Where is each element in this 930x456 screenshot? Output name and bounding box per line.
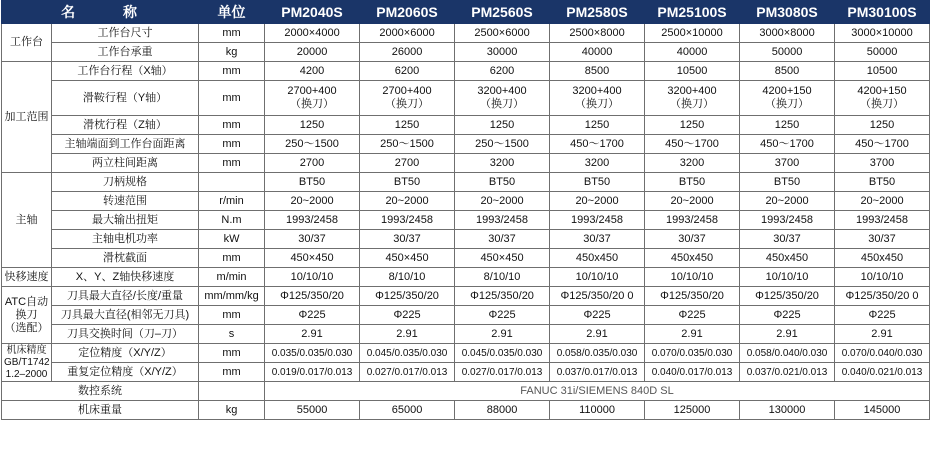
row-value: 50000 <box>835 43 930 62</box>
row-item: 定位精度（X/Y/Z） <box>52 344 199 363</box>
row-value: 26000 <box>360 43 455 62</box>
row-value: 0.070/0.035/0.030 <box>645 344 740 363</box>
row-value: 20~2000 <box>360 192 455 211</box>
row-item: 刀柄规格 <box>52 173 199 192</box>
row-value: 0.045/0.035/0.030 <box>360 344 455 363</box>
row-unit: mm <box>199 249 265 268</box>
row-value: 30/37 <box>835 230 930 249</box>
row-value: 2.91 <box>455 325 550 344</box>
row-value: 4200 <box>265 62 360 81</box>
row-value <box>550 81 645 116</box>
row-value: 0.027/0.017/0.013 <box>360 363 455 382</box>
row-unit: mm <box>199 154 265 173</box>
row-value: 2700 <box>265 154 360 173</box>
control-system-value: FANUC 31i/SIEMENS 840D SL <box>265 382 930 401</box>
group-line: GB/T1742 <box>4 356 50 368</box>
table-row <box>2 306 930 325</box>
value-sub: （换刀） <box>385 98 430 110</box>
row-value: 55000 <box>265 401 360 420</box>
value-sub: （换刀） <box>860 98 905 110</box>
group-label-accuracy <box>2 344 52 382</box>
row-value: BT50 <box>455 173 550 192</box>
row-value <box>645 81 740 116</box>
group-line: （选配） <box>4 321 49 334</box>
spec-table <box>1 0 930 420</box>
table-row <box>2 43 930 62</box>
table-row <box>2 211 930 230</box>
row-value: 10/10/10 <box>265 268 360 287</box>
row-value: Φ125/350/20 <box>265 287 360 306</box>
row-value: Φ225 <box>265 306 360 325</box>
table-row <box>2 116 930 135</box>
row-value: Φ125/350/20 <box>645 287 740 306</box>
group-line: ATC自动 <box>4 295 49 308</box>
group-label-rapid: 快移速度 <box>2 268 52 287</box>
row-value: 250～1500 <box>360 135 455 154</box>
row-value: 2.91 <box>550 325 645 344</box>
row-value: 2.91 <box>360 325 455 344</box>
row-value: Φ125/350/20 0 <box>550 287 645 306</box>
row-value: Φ225 <box>835 306 930 325</box>
row-unit: mm/mm/kg <box>199 287 265 306</box>
row-value: 6200 <box>455 62 550 81</box>
value-main: 4200+150 <box>762 85 812 97</box>
row-value: 8500 <box>550 62 645 81</box>
row-value: 88000 <box>455 401 550 420</box>
value-main: 3200+400 <box>572 85 622 97</box>
row-value: 1993/2458 <box>645 211 740 230</box>
group-label-range: 加工范围 <box>2 62 52 173</box>
row-value: 10/10/10 <box>550 268 645 287</box>
row-value: Φ125/350/20 <box>740 287 835 306</box>
row-value: 450×450 <box>455 249 550 268</box>
row-value: 125000 <box>645 401 740 420</box>
row-item: 滑枕行程（Z轴） <box>52 116 199 135</box>
row-value: 20000 <box>265 43 360 62</box>
row-value: 450×450 <box>265 249 360 268</box>
row-value: BT50 <box>645 173 740 192</box>
group-label-atc <box>2 287 52 344</box>
row-value: 2.91 <box>835 325 930 344</box>
row-item: 工作台尺寸 <box>52 24 199 43</box>
row-item: 刀具最大直径/长度/重量 <box>52 287 199 306</box>
row-unit <box>199 173 265 192</box>
row-value: 3000×10000 <box>835 24 930 43</box>
row-unit: kg <box>199 401 265 420</box>
header-model: PM2580S <box>550 1 645 24</box>
row-value: 30/37 <box>550 230 645 249</box>
table-row <box>2 287 930 306</box>
row-value: 450～1700 <box>835 135 930 154</box>
row-unit: mm <box>199 135 265 154</box>
row-value: Φ225 <box>360 306 455 325</box>
row-value: 0.040/0.021/0.013 <box>835 363 930 382</box>
row-unit: mm <box>199 363 265 382</box>
header-name: 名 称 <box>2 1 199 24</box>
row-value: 2500×6000 <box>455 24 550 43</box>
row-unit: mm <box>199 116 265 135</box>
row-item-weight: 机床重量 <box>2 401 199 420</box>
row-value: 3000×8000 <box>740 24 835 43</box>
value-sub: （换刀） <box>480 98 525 110</box>
row-unit: mm <box>199 306 265 325</box>
row-value: 40000 <box>645 43 740 62</box>
row-value: 10500 <box>645 62 740 81</box>
row-item: 最大输出扭矩 <box>52 211 199 230</box>
row-value: 1250 <box>835 116 930 135</box>
row-value: 0.035/0.035/0.030 <box>265 344 360 363</box>
row-value: 1250 <box>645 116 740 135</box>
row-value: 10/10/10 <box>740 268 835 287</box>
value-sub: （换刀） <box>290 98 335 110</box>
row-value: BT50 <box>265 173 360 192</box>
row-value: 130000 <box>740 401 835 420</box>
row-item: X、Y、Z轴快移速度 <box>52 268 199 287</box>
row-value <box>740 81 835 116</box>
table-row <box>2 173 930 192</box>
header-model: PM30100S <box>835 1 930 24</box>
group-label-spindle: 主轴 <box>2 173 52 268</box>
row-value <box>835 81 930 116</box>
row-unit: kg <box>199 43 265 62</box>
value-main: 2700+400 <box>382 85 432 97</box>
row-value: 20~2000 <box>550 192 645 211</box>
row-unit: mm <box>199 81 265 116</box>
row-value: 2700 <box>360 154 455 173</box>
header-unit: 单位 <box>199 1 265 24</box>
row-value: 450x450 <box>645 249 740 268</box>
row-value: 2.91 <box>265 325 360 344</box>
row-value: Φ225 <box>645 306 740 325</box>
row-unit <box>199 382 265 401</box>
row-value: 450x450 <box>550 249 645 268</box>
row-value: 450～1700 <box>645 135 740 154</box>
row-value: 3200 <box>455 154 550 173</box>
row-value: 1250 <box>550 116 645 135</box>
value-main: 3200+400 <box>477 85 527 97</box>
table-row <box>2 363 930 382</box>
row-value: 1250 <box>360 116 455 135</box>
row-value: 8/10/10 <box>360 268 455 287</box>
row-value: 20~2000 <box>455 192 550 211</box>
row-item: 滑枕截面 <box>52 249 199 268</box>
row-value: 1993/2458 <box>835 211 930 230</box>
row-value: 0.019/0.017/0.013 <box>265 363 360 382</box>
value-sub: （换刀） <box>575 98 620 110</box>
group-line: 机床精度 <box>6 344 47 356</box>
table-row <box>2 230 930 249</box>
row-value: 10/10/10 <box>645 268 740 287</box>
row-value: 450x450 <box>835 249 930 268</box>
row-item: 主轴端面到工作台面距离 <box>52 135 199 154</box>
table-row <box>2 382 930 401</box>
row-value: 30000 <box>455 43 550 62</box>
row-item: 刀具交换时间（刀–刀） <box>52 325 199 344</box>
row-value: 0.058/0.035/0.030 <box>550 344 645 363</box>
row-value: 65000 <box>360 401 455 420</box>
row-value: 40000 <box>550 43 645 62</box>
row-value: 20~2000 <box>835 192 930 211</box>
row-value: 2.91 <box>740 325 835 344</box>
row-unit: N.m <box>199 211 265 230</box>
row-value: 3700 <box>835 154 930 173</box>
row-value: 3700 <box>740 154 835 173</box>
row-item: 重复定位精度（X/Y/Z） <box>52 363 199 382</box>
header-model: PM2560S <box>455 1 550 24</box>
value-sub: （换刀） <box>765 98 810 110</box>
row-value: Φ225 <box>455 306 550 325</box>
row-unit: s <box>199 325 265 344</box>
row-value: 20~2000 <box>645 192 740 211</box>
header-row <box>2 1 930 24</box>
row-value: 30/37 <box>360 230 455 249</box>
table-row <box>2 401 930 420</box>
row-item: 工作台承重 <box>52 43 199 62</box>
table-row <box>2 344 930 363</box>
row-value: BT50 <box>740 173 835 192</box>
header-model: PM3080S <box>740 1 835 24</box>
row-item: 工作台行程（X轴） <box>52 62 199 81</box>
header-model: PM2040S <box>265 1 360 24</box>
row-value: 1993/2458 <box>360 211 455 230</box>
row-value: 1250 <box>265 116 360 135</box>
row-unit: mm <box>199 24 265 43</box>
row-value: 1993/2458 <box>265 211 360 230</box>
row-value: 20~2000 <box>740 192 835 211</box>
row-unit: mm <box>199 344 265 363</box>
row-value: Φ225 <box>740 306 835 325</box>
row-item-control: 数控系统 <box>2 382 199 401</box>
row-value: 10500 <box>835 62 930 81</box>
row-value: 450～1700 <box>740 135 835 154</box>
table-row <box>2 268 930 287</box>
row-item: 转速范围 <box>52 192 199 211</box>
table-row <box>2 62 930 81</box>
header-model: PM2060S <box>360 1 455 24</box>
row-value: Φ125/350/20 0 <box>835 287 930 306</box>
row-value: BT50 <box>550 173 645 192</box>
row-value: 2000×4000 <box>265 24 360 43</box>
value-main: 4200+150 <box>857 85 907 97</box>
row-value: 2.91 <box>645 325 740 344</box>
row-value: 110000 <box>550 401 645 420</box>
row-value: 0.058/0.040/0.030 <box>740 344 835 363</box>
row-value: 450x450 <box>740 249 835 268</box>
row-value: 0.037/0.017/0.013 <box>550 363 645 382</box>
row-unit: kW <box>199 230 265 249</box>
group-line: 1.2–2000 <box>5 368 48 380</box>
row-value: BT50 <box>835 173 930 192</box>
header-model: PM25100S <box>645 1 740 24</box>
row-value: 250～1500 <box>455 135 550 154</box>
row-value: 30/37 <box>645 230 740 249</box>
row-value: 0.027/0.017/0.013 <box>455 363 550 382</box>
row-value: Φ125/350/20 <box>455 287 550 306</box>
row-value: 2000×6000 <box>360 24 455 43</box>
row-value: 450～1700 <box>550 135 645 154</box>
row-value: 3200 <box>550 154 645 173</box>
table-row <box>2 192 930 211</box>
row-value: 0.037/0.021/0.013 <box>740 363 835 382</box>
row-value: 2500×10000 <box>645 24 740 43</box>
row-value: 1250 <box>455 116 550 135</box>
table-row <box>2 81 930 116</box>
row-value: 0.040/0.017/0.013 <box>645 363 740 382</box>
row-value <box>360 81 455 116</box>
row-value: 0.045/0.035/0.030 <box>455 344 550 363</box>
row-value: 30/37 <box>265 230 360 249</box>
row-value: 10/10/10 <box>835 268 930 287</box>
table-row <box>2 249 930 268</box>
row-unit: mm <box>199 62 265 81</box>
table-row <box>2 135 930 154</box>
row-value: 8500 <box>740 62 835 81</box>
row-value: 2500×8000 <box>550 24 645 43</box>
group-label-worktable: 工作台 <box>2 24 52 62</box>
row-item: 刀具最大直径(相邻无刀具) <box>52 306 199 325</box>
row-value: 145000 <box>835 401 930 420</box>
row-value: 3200 <box>645 154 740 173</box>
row-value: 6200 <box>360 62 455 81</box>
row-unit: m/min <box>199 268 265 287</box>
row-item: 两立柱间距离 <box>52 154 199 173</box>
row-value: 250～1500 <box>265 135 360 154</box>
row-value: 1993/2458 <box>455 211 550 230</box>
row-value <box>455 81 550 116</box>
table-row <box>2 154 930 173</box>
row-value: BT50 <box>360 173 455 192</box>
row-value: Φ125/350/20 <box>360 287 455 306</box>
row-value: 20~2000 <box>265 192 360 211</box>
row-item: 主轴电机功率 <box>52 230 199 249</box>
row-unit: r/min <box>199 192 265 211</box>
row-value: 1250 <box>740 116 835 135</box>
table-row <box>2 325 930 344</box>
row-value: 0.070/0.040/0.030 <box>835 344 930 363</box>
value-main: 2700+400 <box>287 85 337 97</box>
row-value: 8/10/10 <box>455 268 550 287</box>
row-value: 1993/2458 <box>550 211 645 230</box>
row-value: 450×450 <box>360 249 455 268</box>
table-row <box>2 24 930 43</box>
value-sub: （换刀） <box>670 98 715 110</box>
row-value: 30/37 <box>740 230 835 249</box>
row-item: 滑鞍行程（Y轴） <box>52 81 199 116</box>
value-main: 3200+400 <box>667 85 717 97</box>
group-line: 换刀 <box>15 308 38 321</box>
row-value: Φ225 <box>550 306 645 325</box>
row-value: 30/37 <box>455 230 550 249</box>
row-value: 1993/2458 <box>740 211 835 230</box>
row-value: 50000 <box>740 43 835 62</box>
row-value <box>265 81 360 116</box>
